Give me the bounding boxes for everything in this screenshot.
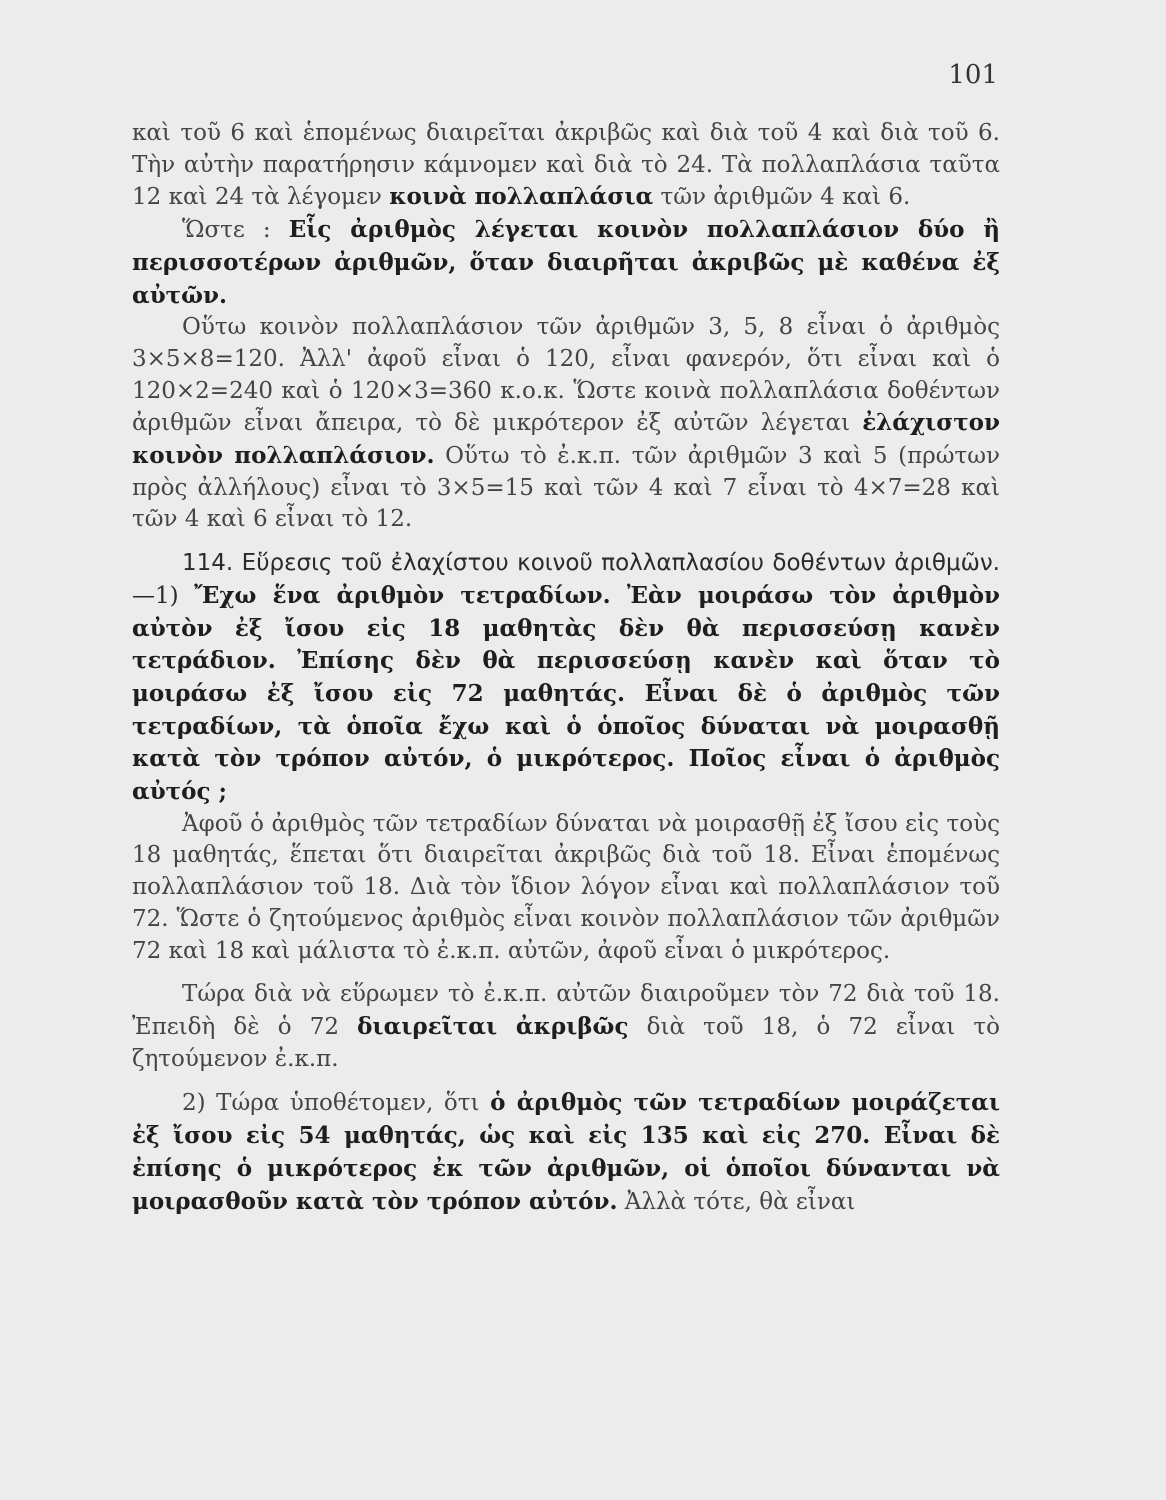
text-run: Ἀφοῦ ὁ ἀριθμὸς τῶν τετραδίων δύναται νὰ μοιρασθῇ ἐξ ἴσου εἰς τοὺς 18 μαθητάς, ἕπεται ὅτι διαιρεῖται ἀκριβῶς διὰ τοῦ 18. Εἶναι ἑπομένως πολλαπλάσιον τοῦ 18. Διὰ τὸν ἴδιον λόγον εἶναι καὶ πολλαπλάσιον τοῦ 72. Ὥστε ὁ ζητούμενος ἀριθμὸς εἶναι κοινὸν πολλαπλάσιον τῶν ἀριθμῶν 72 καὶ 18 καὶ μάλιστα τὸ ἐ.κ.π. αὐτῶν, ἀφοῦ εἶναι ὁ μικρότερος. <box>132 810 1000 964</box>
section-heading-114: 114. Εὕρεσις τοῦ ἐλαχίστου κοινοῦ πολλαπλασίου δοθέντων ἀριθμῶν. <box>182 550 1000 577</box>
text-run: Οὕτω κοινὸν πολλαπλάσιον τῶν ἀριθμῶν 3, 5, 8 εἶναι ὁ ἀριθμὸς 3×5×8=120. Ἀλλ' ἀφοῦ εἶναι ὁ 120, εἶναι φανερόν, ὅτι εἶναι καὶ ὁ 120×2=240 καὶ ὁ 120×3=360 κ.ο.κ. Ὥστε κοινὰ πολλαπλάσια δοθέντων ἀριθμῶν εἶναι ἄπειρα, τὸ δὲ μικρότερον ἐξ αὐτῶν λέγεται <box>132 314 1000 437</box>
text-run: Ὥστε : <box>182 217 289 244</box>
bold-problem-statement: Ἔχω ἕνα ἀριθμὸν τετραδίων. Ἐὰν μοιράσω τὸν ἀριθμὸν αὐτὸν ἐξ ἴσου εἰς 18 μαθητὰς δὲν θὰ περισσεύσῃ κανὲν τετράδιον. Ἐπίσης δὲν θὰ περισσεύσῃ κανὲν καὶ ὅταν τὸ μοιράσω ἐξ ἴσου εἰς 72 μαθητάς. Εἶναι δὲ ὁ ἀριθμὸς τῶν τετραδίων, τὰ ὁποῖα ἔχω καὶ ὁ ὁποῖος δύναται νὰ μοιρασθῇ κατὰ τὸν τρόπον αὐτόν, ὁ μικρότερος. Ποῖος εἶναι ὁ ἀριθμὸς αὐτός ; <box>132 581 1000 806</box>
page-number: 101 <box>948 60 998 90</box>
text-run: 2) Τώρα ὑποθέτομεν, ὅτι <box>182 1090 491 1117</box>
text-run: διὰ τοῦ 18, ὁ 72 εἶναι τὸ ζητούμενον ἐ.κ.π. <box>132 1013 1001 1072</box>
bold-term-common-multiples: κοινὰ πολλαπλάσια <box>389 183 654 211</box>
paragraph-common-multiples-intro <box>132 118 1000 214</box>
paragraph-definition <box>132 214 1000 312</box>
text-run: Ἀλλὰ τότε, θὰ εἶναι <box>617 1188 856 1215</box>
bold-definition-common-multiple: Εἷς ἀριθμὸς λέγεται κοινὸν πολλαπλάσιον δύο ἢ περισσοτέρων ἀριθμῶν, ὅταν διαιρῆται ἀκριβῶς μὲ καθένα ἐξ αὐτῶν. <box>132 216 1001 309</box>
bold-term-divides-exactly: διαιρεῖται ἀκριβῶς <box>357 1012 629 1040</box>
paragraph-solution-reasoning <box>132 809 1000 968</box>
text-run: καὶ τοῦ 6 καὶ ἑπομένως διαιρεῖται ἀκριβῶς καὶ διὰ τοῦ 4 καὶ διὰ τοῦ 6. Τὴν αὐτὴν παρατήρησιν κάμνομεν καὶ διὰ τὸ 24. Τὰ πολλαπλάσια ταῦτα 12 καὶ 24 τὰ λέγομεν <box>132 120 1000 211</box>
paragraph-solution-result <box>132 979 1000 1075</box>
page-body <box>132 118 1000 1218</box>
bold-second-problem-statement: ὁ ἀριθμὸς τῶν τετραδίων μοιράζεται ἐξ ἴσου εἰς 54 μαθητάς, ὡς καὶ εἰς 135 καὶ εἰς 270. Εἶναι δὲ ἐπίσης ὁ μικρότερος ἐκ τῶν ἀριθμῶν, οἱ ὁποῖοι δύνανται νὰ μοιρασθοῦν κατὰ τὸν τρόπον αὐτόν. <box>132 1089 1000 1215</box>
text-run: Οὕτω τὸ ἐ.κ.π. τῶν ἀριθμῶν 3 καὶ 5 (πρώτων πρὸς ἀλλήλους) εἶναι τὸ 3×5=15 καὶ τῶν 4 καὶ 7 εἶναι τὸ 4×7=28 καὶ τῶν 4 καὶ 6 εἶναι τὸ 12. <box>132 443 1000 533</box>
paragraph-second-problem <box>132 1087 1000 1218</box>
bold-term-lcm: ἐλάχιστον κοινὸν πολλαπλάσιον. <box>132 409 1000 470</box>
text-run: τῶν ἀριθμῶν 4 καὶ 6. <box>653 184 911 211</box>
paragraph-section-114 <box>132 548 1000 809</box>
paragraph-lcm-definition <box>132 312 1000 536</box>
text-run: —1) <box>132 582 195 609</box>
text-run: Τώρα διὰ νὰ εὕρωμεν τὸ ἐ.κ.π. αὐτῶν διαιροῦμεν τὸν 72 διὰ τοῦ 18. Ἐπειδὴ δὲ ὁ 72 <box>132 981 1000 1040</box>
